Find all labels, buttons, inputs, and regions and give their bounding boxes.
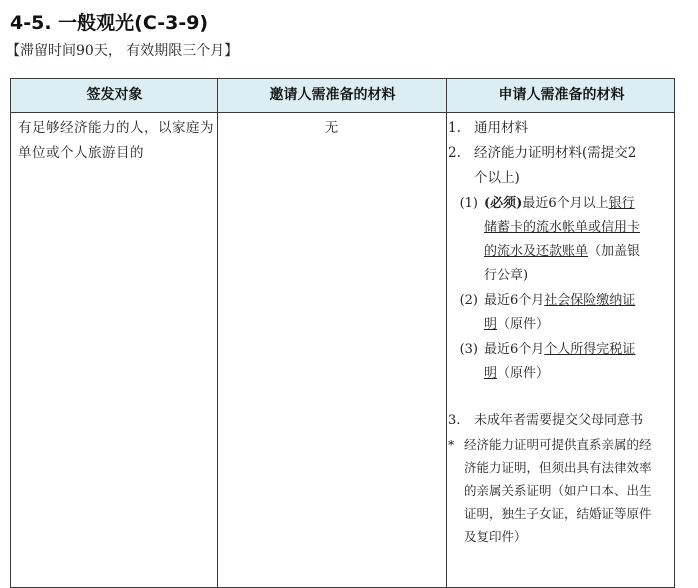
note: * 经济能力证明可提供直系亲属的经 济能力证明，但须出具有法律效率 的亲属关系证明（如户口本、出生 证明，独生子女证，结婚证等原件 及复印件） [448, 437, 652, 544]
sub-item: (2) 最近6个月社会保险缴纳证 明（原件） [459, 293, 636, 332]
header-applicant-materials: 申请人需准备的材料 [498, 87, 625, 103]
cell-issue-target: 有足够经济能力的人，以家庭为单位或个人旅游目的 [18, 120, 214, 161]
column-divider [446, 79, 447, 587]
list-item: 3. 未成年者需要提交父母同意书 [448, 413, 644, 428]
list-item: 2. 经济能力证明材料(需提交2 [448, 145, 637, 161]
page-subtitle: 【滞留时间90天， 有效期限三个月】 [6, 43, 239, 59]
sub-item: (1) (必须)最近6个月以上银行 储蓄卡的流水帐单或信用卡 的流水及还款账单（加盖银 行公章) [459, 196, 641, 283]
sub-item: (3) 最近6个月个人所得完税证 明（原件） [459, 342, 636, 381]
header-issue-target: 签发对象 [86, 87, 143, 103]
cell-applicant-materials [448, 116, 673, 548]
visa-table [10, 78, 675, 588]
cell-inviter-materials: 无 [324, 120, 339, 136]
list-item: 1. 通用材料 [448, 120, 528, 136]
header-inviter-materials: 邀请人需准备的材料 [269, 87, 396, 103]
page-title: 4-5. 一般观光(C-3-9) [10, 12, 209, 34]
column-divider [217, 79, 218, 587]
list-item-continuation: 个以上) [474, 170, 520, 186]
table-header [11, 79, 674, 113]
